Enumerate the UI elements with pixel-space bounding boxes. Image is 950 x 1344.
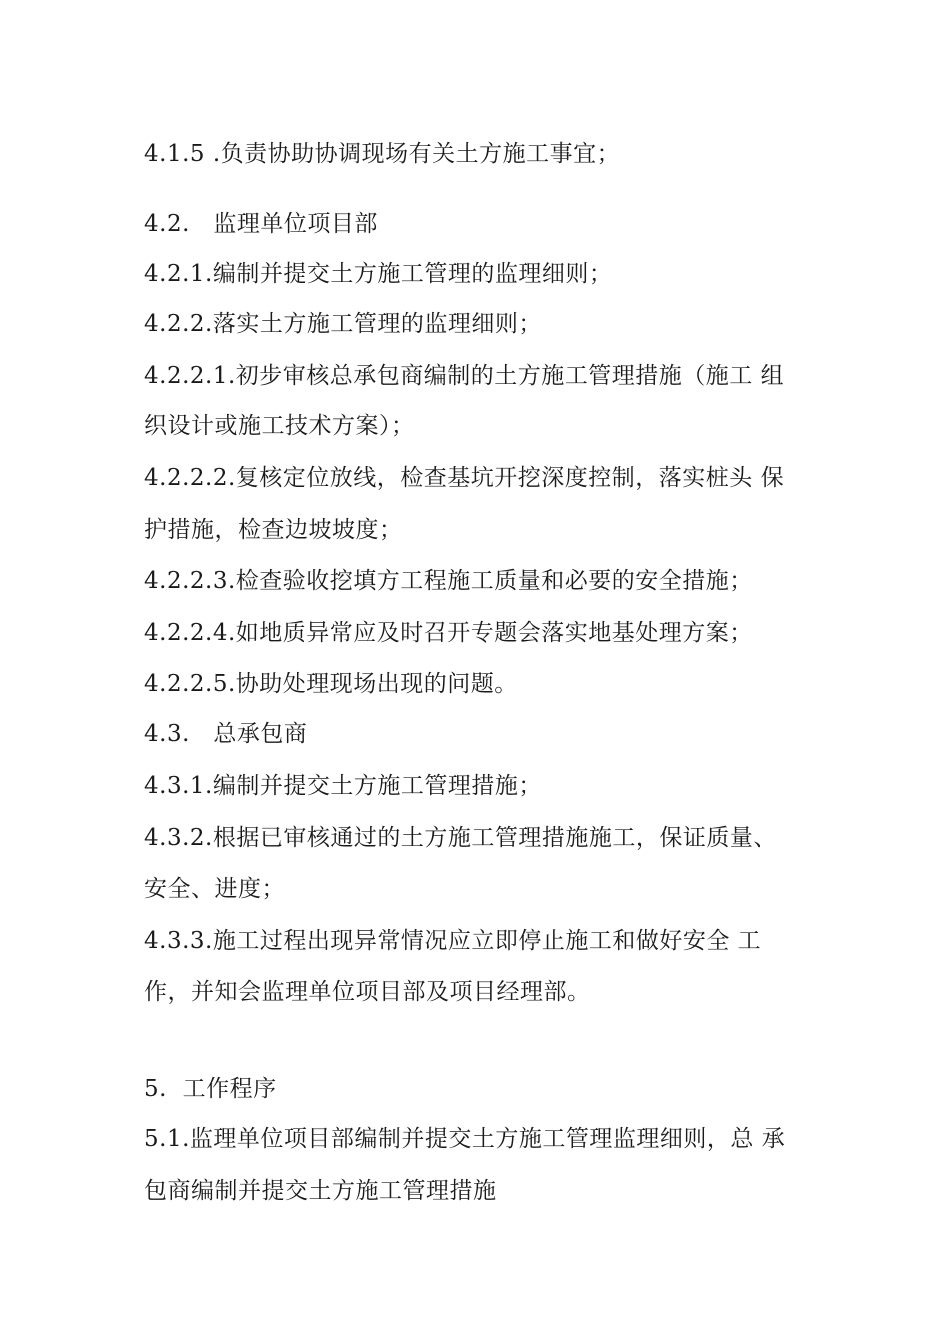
text-line: 作，并知会监理单位项目部及项目经理部。 <box>144 979 591 1005</box>
text-line: 5.1.监理单位项目部编制并提交土方施工管理监理细则，总 承 <box>144 1126 786 1152</box>
text-line: 织设计或施工技术方案）； <box>144 413 415 439</box>
text-line: 护措施，检查边坡坡度； <box>144 517 403 543</box>
text-line: 4.1.5 .负责协助协调现场有关土方施工事宜； <box>144 141 621 167</box>
text-line: 4.2.2.5.协助处理现场出现的问题。 <box>144 671 518 697</box>
section-heading: 4.2. 监理单位项目部 <box>144 211 378 237</box>
text-line: 4.2.2.4.如地质异常应及时召开专题会落实地基处理方案； <box>144 620 753 646</box>
text-line: 4.2.1.编制并提交土方施工管理的监理细则； <box>144 261 613 287</box>
section-heading: 5. 工作程序 <box>144 1076 277 1102</box>
section-heading: 4.3. 总承包商 <box>144 721 308 747</box>
text-line: 4.2.2.落实土方施工管理的监理细则； <box>144 311 542 337</box>
text-line: 4.2.2.3.检查验收挖填方工程施工质量和必要的安全措施； <box>144 568 753 594</box>
text-line: 安全、进度； <box>144 876 285 902</box>
text-line: 包商编制并提交土方施工管理措施 <box>144 1178 497 1204</box>
text-line: 4.3.1.编制并提交土方施工管理措施； <box>144 773 542 799</box>
text-line: 4.3.2.根据已审核通过的土方施工管理措施施工，保证质量、 <box>144 825 777 851</box>
text-line: 4.3.3.施工过程出现异常情况应立即停止施工和做好安全 工 <box>144 928 762 954</box>
text-line: 4.2.2.1.初步审核总承包商编制的土方施工管理措施（施工 组 <box>144 363 785 389</box>
text-line: 4.2.2.2.复核定位放线，检查基坑开挖深度控制，落实桩头 保 <box>144 465 785 491</box>
